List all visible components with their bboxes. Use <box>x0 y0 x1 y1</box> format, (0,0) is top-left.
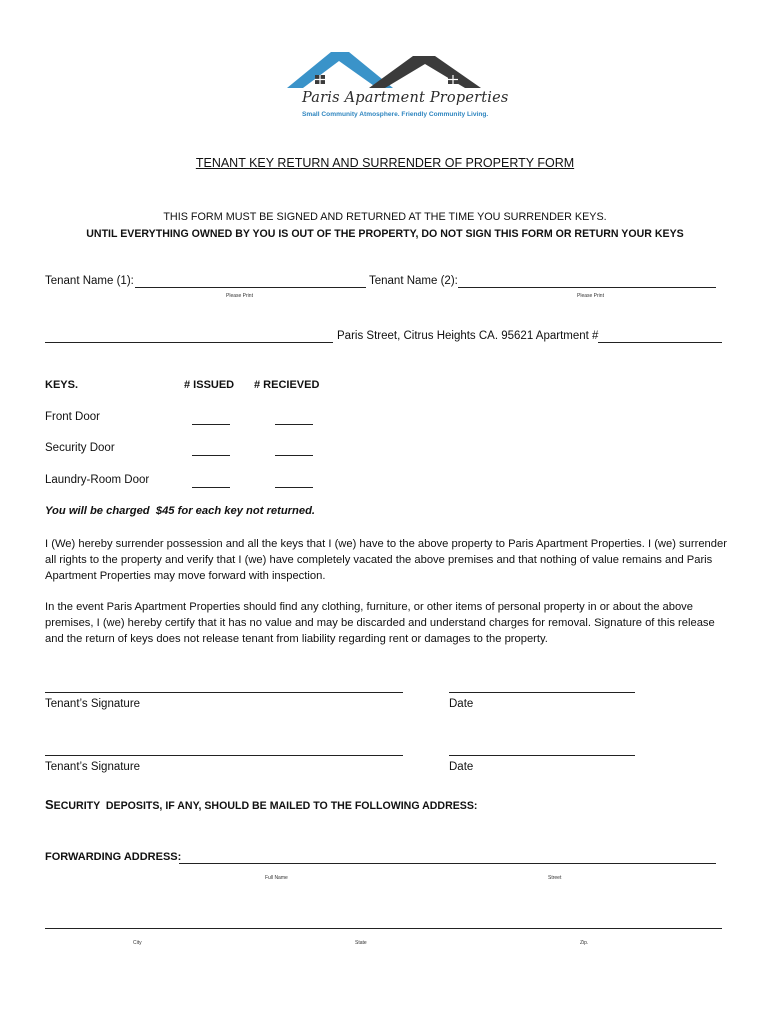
full-name-hint: Full Name <box>265 875 288 881</box>
instruction-line-2: UNTIL EVERYTHING OWNED BY YOU IS OUT OF THE PROPERTY, DO NOT SIGN THIS FORM OR RETURN YOUR KEYS <box>86 228 684 240</box>
instruction-line-1: THIS FORM MUST BE SIGNED AND RETURNED AT THE TIME YOU SURRENDER KEYS. <box>163 211 607 223</box>
heading-rest: ECURITY DEPOSITS, IF ANY, SHOULD BE MAILED TO THE FOLLOWING ADDRESS: <box>53 800 478 812</box>
key-row-label: Front Door <box>45 411 100 423</box>
street-hint: Street <box>548 875 562 881</box>
front-door-received-field[interactable] <box>275 424 313 425</box>
forwarding-address-label: FORWARDING ADDRESS: <box>45 851 182 863</box>
key-row-label: Security Door <box>45 442 115 454</box>
key-row-label: Laundry-Room Door <box>45 474 150 486</box>
tenant-name-2-label: Tenant Name (2): <box>369 275 458 287</box>
apartment-number-field[interactable] <box>598 342 722 343</box>
security-door-received-field[interactable] <box>275 455 313 456</box>
roof-dark-shape <box>369 56 481 88</box>
date-label-1: Date <box>449 698 474 710</box>
form-title: TENANT KEY RETURN AND SURRENDER OF PROPERTY FORM <box>195 156 575 170</box>
abandoned-property-paragraph: In the event Paris Apartment Properties should find any clothing, furniture, or other items of personal property in or about the above premises, I (we) hereby certify that it has no value and may be discarded and understand charges for removal. Signature of this release and the return of keys does not release tenant from liability regarding rent or damages to the property. <box>45 601 715 645</box>
issued-column-header: # ISSUED <box>184 379 235 391</box>
tenant-name-1-field[interactable] <box>135 287 366 288</box>
signature-label-1: Tenant’s Signature <box>45 698 141 710</box>
charge-notice: You will be charged $45 for each key not returned. <box>45 505 316 517</box>
keys-column-header: KEYS. <box>45 379 79 391</box>
zip-hint: Zip. <box>580 940 589 946</box>
date-field-2[interactable] <box>449 755 635 756</box>
security-deposit-heading <box>45 797 477 812</box>
surrender-paragraph: I (We) hereby surrender possession and all the keys that I (we) have to the above property to Paris Apartment Properties. I (we) surrender all rights to the property and verify that I (we) have completely vacated the above premises and that nothing of value remains and Paris Apartment Properties may move forward with inspection. <box>45 538 727 582</box>
house-roof-icon <box>285 48 485 94</box>
date-label-2: Date <box>449 761 474 773</box>
date-field-1[interactable] <box>449 692 635 693</box>
state-hint: State <box>355 940 367 946</box>
signature-label-2: Tenant’s Signature <box>45 761 141 773</box>
logo-tagline: Small Community Atmosphere. Friendly Community Living. <box>302 111 489 118</box>
laundry-door-issued-field[interactable] <box>192 487 230 488</box>
tenant-name-1-label: Tenant Name (1): <box>45 275 134 287</box>
company-logo <box>285 48 509 124</box>
signature-field-1[interactable] <box>45 692 403 693</box>
signature-field-2[interactable] <box>45 755 403 756</box>
forwarding-address-field[interactable] <box>179 863 716 864</box>
city-state-zip-field[interactable] <box>45 928 722 929</box>
heading-initial: S <box>45 797 54 812</box>
please-print-hint-1: Please Print <box>226 293 253 299</box>
laundry-door-received-field[interactable] <box>275 487 313 488</box>
logo-company-name: Paris Apartment Properties <box>302 90 509 106</box>
street-number-field[interactable] <box>45 342 333 343</box>
address-text: Paris Street, Citrus Heights CA. 95621 Apartment # <box>337 330 599 342</box>
please-print-hint-2: Please Print <box>577 293 604 299</box>
front-door-issued-field[interactable] <box>192 424 230 425</box>
received-column-header: # RECIEVED <box>254 379 320 391</box>
tenant-name-2-field[interactable] <box>458 287 716 288</box>
security-door-issued-field[interactable] <box>192 455 230 456</box>
city-hint: City <box>133 940 142 946</box>
